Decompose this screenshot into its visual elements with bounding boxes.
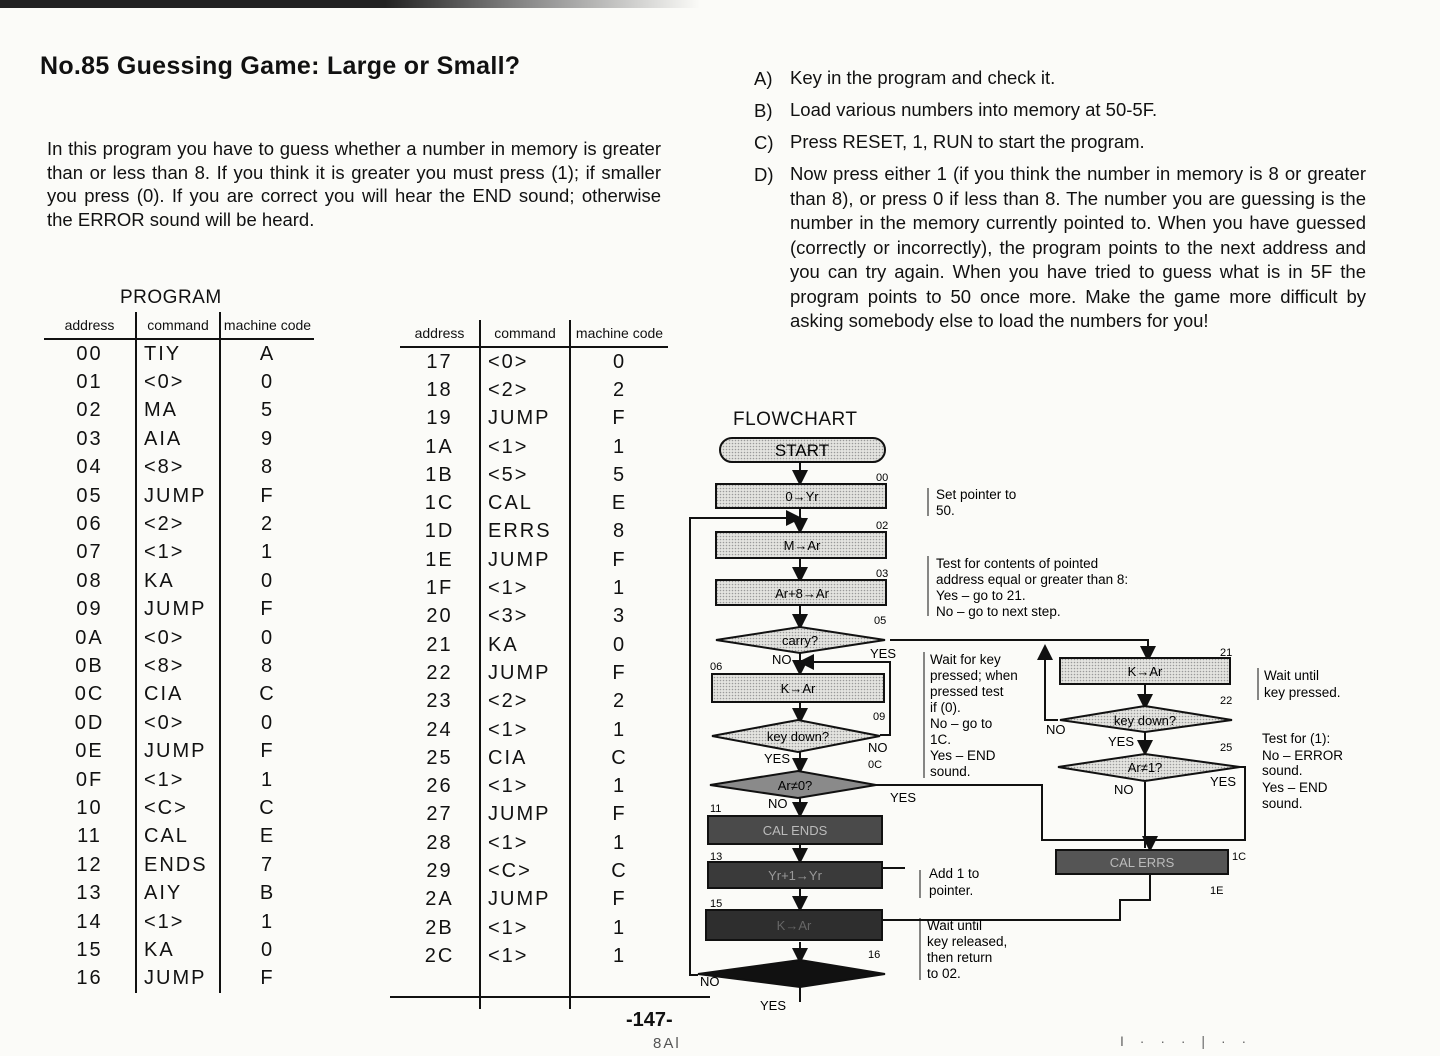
program-row — [400, 433, 668, 461]
col-command: command — [136, 312, 220, 339]
program-row — [400, 659, 668, 687]
col-address: address — [400, 320, 480, 347]
address-cell: 0E — [75, 740, 104, 763]
no-label: NO — [772, 652, 792, 667]
box-21-label: K→Ar — [1127, 664, 1163, 679]
step-letter: A) — [754, 68, 773, 89]
note-line: then return — [927, 950, 993, 965]
address-cell: 00 — [76, 342, 103, 365]
command-cell: KA — [480, 631, 570, 659]
program-row — [400, 914, 668, 942]
machine-code-cell: 0 — [220, 567, 314, 595]
step-number: 21 — [1220, 647, 1233, 659]
step-number: 25 — [1220, 742, 1233, 754]
program-row — [44, 339, 314, 368]
command-cell: JUMP — [480, 546, 570, 574]
step-c — [754, 130, 1366, 155]
note-line: Set pointer to — [936, 487, 1017, 502]
program-heading: PROGRAM — [120, 287, 222, 308]
machine-code-cell: 1 — [570, 829, 668, 857]
program-row — [44, 766, 314, 794]
machine-code-cell: 2 — [220, 510, 314, 538]
program-row — [44, 368, 314, 396]
decision-22-label: key down? — [1113, 713, 1177, 728]
edge-marks: I · · · | · · — [1120, 1033, 1253, 1049]
box-03-label: Ar+8→Ar — [775, 586, 829, 601]
program-row — [400, 942, 668, 970]
machine-code-cell: E — [220, 823, 314, 851]
yes-label: YES — [760, 998, 787, 1013]
address-cell: 09 — [76, 598, 103, 621]
instruction-steps — [754, 66, 1366, 341]
address-cell: 16 — [76, 967, 103, 990]
note-line: pressed test — [930, 684, 1004, 699]
machine-code-cell: B — [220, 879, 314, 907]
command-cell: <1> — [480, 716, 570, 744]
program-row — [400, 603, 668, 631]
program-row — [44, 652, 314, 680]
program-row — [400, 574, 668, 602]
machine-code-cell: 8 — [220, 652, 314, 680]
program-row — [44, 482, 314, 510]
no-label: NO — [1046, 722, 1066, 737]
step-number: 15 — [710, 898, 723, 910]
machine-code-cell: 1 — [570, 716, 668, 744]
note-line: pointer. — [929, 883, 974, 898]
machine-code-cell: C — [570, 744, 668, 772]
program-table-left — [44, 312, 314, 993]
address-cell: 07 — [76, 541, 103, 564]
note-line: to 02. — [927, 966, 961, 981]
note-line: Add 1 to — [929, 866, 980, 881]
program-row — [44, 936, 314, 964]
command-cell: CAL — [480, 489, 570, 517]
yes-label: YES — [890, 790, 917, 805]
note-line: sound. — [1262, 796, 1303, 811]
address-cell: 22 — [426, 661, 453, 684]
command-cell: <1> — [480, 914, 570, 942]
program-table-right — [400, 320, 668, 1009]
machine-code-cell: F — [570, 801, 668, 829]
yes-label: YES — [1108, 734, 1135, 749]
col-command: command — [480, 320, 570, 347]
note-line: Yes – go to 21. — [936, 588, 1026, 603]
program-row — [400, 489, 668, 517]
note-line: Wait until — [1264, 668, 1320, 683]
machine-code-cell: 8 — [570, 518, 668, 546]
command-cell: AIY — [136, 879, 220, 907]
command-cell: JUMP — [136, 596, 220, 624]
address-cell: 04 — [76, 456, 103, 479]
address-cell: 14 — [76, 910, 103, 933]
command-cell: ERRS — [480, 518, 570, 546]
machine-code-cell: 0 — [570, 631, 668, 659]
note-line: Wait for key — [930, 652, 1001, 667]
note-line: 1C. — [930, 732, 952, 747]
command-cell: <1> — [480, 574, 570, 602]
command-cell: ENDS — [136, 851, 220, 879]
command-cell: JUMP — [480, 659, 570, 687]
program-row — [44, 567, 314, 595]
step-text: Now press either 1 (if you think the number in memory is 8 or greater than 8), or press 0 if less than 8. The number you are guessing is the number in the memory currently pointed to. When you have guessed (correctly or incorrectly), the program points to the next address and you can try again. When you have tried to guess what is in 5F the program points to 50 once more. Make the game more difficult by asking somebody else to load the numbers for you! — [790, 163, 1366, 331]
step-text: Press RESET, 1, RUN to start the program. — [790, 131, 1145, 152]
program-row — [400, 716, 668, 744]
machine-code-cell: 1 — [570, 433, 668, 461]
decision-0c-label: Ar≠0? — [777, 778, 813, 793]
address-cell: 0F — [75, 768, 104, 791]
program-row — [400, 347, 668, 376]
step-number: 00 — [876, 472, 889, 484]
address-cell: 2A — [425, 888, 454, 911]
machine-code-cell: F — [220, 596, 314, 624]
address-cell: 1F — [425, 577, 454, 600]
note-line: if (0). — [930, 700, 961, 715]
machine-code-cell: A — [220, 339, 314, 368]
program-row — [400, 801, 668, 829]
command-cell: <0> — [480, 347, 570, 376]
note-line: key pressed. — [1264, 685, 1341, 700]
step-text: Load various numbers into memory at 50-5F. — [790, 99, 1158, 120]
col-address: address — [44, 312, 136, 339]
scan-edge-bar — [0, 0, 700, 8]
table-filler-row — [400, 971, 668, 1009]
command-cell: <C> — [480, 857, 570, 885]
step-text: Key in the program and check it. — [790, 67, 1056, 88]
command-cell: <5> — [480, 461, 570, 489]
command-cell: <0> — [136, 368, 220, 396]
machine-code-cell: 9 — [220, 425, 314, 453]
command-cell: <8> — [136, 454, 220, 482]
address-cell: 17 — [426, 350, 453, 373]
step-number: 22 — [1220, 695, 1233, 707]
command-cell: <2> — [480, 376, 570, 404]
machine-code-cell: 3 — [570, 603, 668, 631]
box-15-label: K→Ar — [776, 918, 812, 933]
machine-code-cell: 0 — [220, 624, 314, 652]
program-row — [44, 879, 314, 907]
box-00-label: 0→Yr — [785, 489, 819, 504]
machine-code-cell: F — [570, 886, 668, 914]
no-label: NO — [768, 796, 788, 811]
program-row — [44, 510, 314, 538]
decision-05-label: carry? — [781, 633, 819, 648]
address-cell: 1C — [424, 492, 455, 515]
yes-label: YES — [870, 646, 897, 661]
command-cell: <1> — [480, 942, 570, 970]
note-line: sound. — [1262, 763, 1303, 778]
machine-code-cell: C — [570, 857, 668, 885]
machine-code-cell: 7 — [220, 851, 314, 879]
command-cell: <1> — [480, 829, 570, 857]
command-cell: <2> — [480, 688, 570, 716]
machine-code-cell: 1 — [220, 539, 314, 567]
address-cell: 27 — [426, 803, 453, 826]
program-row — [400, 546, 668, 574]
address-cell: 11 — [77, 825, 102, 848]
step-letter: C) — [754, 132, 774, 153]
machine-code-cell: 1 — [570, 914, 668, 942]
step-number: 1E — [1210, 885, 1224, 897]
address-cell: 20 — [426, 605, 453, 628]
program-row — [400, 518, 668, 546]
box-06-label: K→Ar — [780, 681, 816, 696]
program-row — [44, 908, 314, 936]
address-cell: 19 — [426, 407, 453, 430]
address-cell: 2C — [424, 944, 455, 967]
address-cell: 10 — [76, 796, 103, 819]
flowchart-heading: FLOWCHART — [733, 409, 858, 430]
command-cell: JUMP — [480, 405, 570, 433]
flowchart — [680, 430, 1420, 1020]
address-cell: 13 — [76, 882, 103, 905]
address-cell: 01 — [76, 371, 103, 394]
box-13-label: Yr+1→Yr — [768, 868, 822, 883]
program-row — [44, 794, 314, 822]
command-cell: <3> — [480, 603, 570, 631]
command-cell: <0> — [136, 624, 220, 652]
program-row — [400, 829, 668, 857]
program-row — [44, 681, 314, 709]
address-cell: 1B — [425, 463, 454, 486]
step-d — [754, 162, 1366, 334]
command-cell: MA — [136, 397, 220, 425]
address-cell: 0A — [75, 626, 104, 649]
step-number: 1C — [1232, 851, 1247, 863]
sub-number: 8Al — [653, 1035, 681, 1052]
machine-code-cell: 5 — [220, 397, 314, 425]
machine-code-cell: F — [570, 546, 668, 574]
note-line: Test for contents of pointed — [936, 556, 1099, 571]
note-line: No – go to next step. — [936, 604, 1061, 619]
machine-code-cell: 1 — [570, 772, 668, 800]
machine-code-cell: C — [220, 794, 314, 822]
program-row — [400, 405, 668, 433]
command-cell: JUMP — [136, 737, 220, 765]
command-cell: KA — [136, 936, 220, 964]
machine-code-cell: 1 — [570, 942, 668, 970]
address-cell: 06 — [76, 513, 103, 536]
machine-code-cell: 1 — [220, 766, 314, 794]
note-line: Test for (1): — [1262, 731, 1331, 746]
machine-code-cell: 0 — [570, 347, 668, 376]
address-cell: 1E — [425, 548, 454, 571]
address-cell: 1A — [425, 435, 454, 458]
machine-code-cell: 5 — [570, 461, 668, 489]
program-row — [44, 624, 314, 652]
step-letter: D) — [754, 164, 774, 185]
step-number: 05 — [874, 615, 887, 627]
address-cell: 02 — [76, 399, 103, 422]
machine-code-cell: 2 — [570, 688, 668, 716]
program-row — [400, 688, 668, 716]
box-1c-label: CAL ERRS — [1109, 855, 1175, 870]
program-row — [44, 709, 314, 737]
address-cell: 12 — [76, 853, 103, 876]
command-cell: JUMP — [480, 801, 570, 829]
machine-code-cell: 8 — [220, 454, 314, 482]
program-row — [400, 744, 668, 772]
note-line: Wait until — [927, 918, 983, 933]
step-number: 06 — [710, 661, 723, 673]
note-line: 50. — [936, 503, 955, 518]
program-row — [44, 596, 314, 624]
address-cell: 29 — [426, 859, 453, 882]
program-row — [44, 539, 314, 567]
no-label: NO — [1114, 782, 1134, 797]
program-row — [44, 397, 314, 425]
address-cell: 2B — [425, 916, 454, 939]
address-cell: 28 — [426, 831, 453, 854]
machine-code-cell: F — [220, 965, 314, 993]
address-cell: 0C — [74, 683, 105, 706]
address-cell: 24 — [426, 718, 453, 741]
command-cell: CIA — [480, 744, 570, 772]
program-row — [44, 851, 314, 879]
command-cell: JUMP — [480, 886, 570, 914]
command-cell: CIA — [136, 681, 220, 709]
machine-code-cell: F — [220, 482, 314, 510]
machine-code-cell: C — [220, 681, 314, 709]
decision-16 — [698, 960, 885, 987]
machine-code-cell: F — [570, 405, 668, 433]
note-line: Yes – END — [930, 748, 996, 763]
decision-25-label: Ar≠1? — [1127, 760, 1163, 775]
machine-code-cell: 1 — [570, 574, 668, 602]
machine-code-cell: E — [570, 489, 668, 517]
box-02-label: M→Ar — [783, 538, 821, 553]
command-cell: <1> — [480, 772, 570, 800]
machine-code-cell: F — [220, 737, 314, 765]
page-title: No.85 Guessing Game: Large or Small? — [40, 52, 521, 80]
address-cell: 05 — [76, 484, 103, 507]
table-bottom-rule — [390, 996, 710, 998]
program-row — [400, 376, 668, 404]
command-cell: TIY — [136, 339, 220, 368]
machine-code-cell: 2 — [570, 376, 668, 404]
step-number: 11 — [710, 803, 722, 815]
step-number: 16 — [868, 949, 881, 961]
step-a — [754, 66, 1366, 91]
program-row — [400, 631, 668, 659]
program-row — [44, 425, 314, 453]
box-11-label: CAL ENDS — [762, 823, 828, 838]
machine-code-cell: F — [570, 659, 668, 687]
no-label: NO — [700, 974, 720, 989]
command-cell: AIA — [136, 425, 220, 453]
command-cell: <1> — [480, 433, 570, 461]
no-label: NO — [868, 740, 888, 755]
note-line: pressed; when — [930, 668, 1018, 683]
machine-code-cell: 0 — [220, 936, 314, 964]
program-row — [44, 965, 314, 993]
address-cell: 1D — [424, 520, 455, 543]
command-cell: <1> — [136, 908, 220, 936]
program-row — [44, 454, 314, 482]
machine-code-cell: 0 — [220, 709, 314, 737]
command-cell: <0> — [136, 709, 220, 737]
command-cell: <1> — [136, 539, 220, 567]
command-cell: <8> — [136, 652, 220, 680]
note-line: address equal or greater than 8: — [936, 572, 1129, 587]
note-line: Yes – END — [1262, 780, 1328, 795]
step-letter: B) — [754, 100, 773, 121]
address-cell: 03 — [76, 427, 103, 450]
address-cell: 21 — [426, 633, 453, 656]
step-b — [754, 98, 1366, 123]
command-cell: <C> — [136, 794, 220, 822]
program-row — [400, 461, 668, 489]
note-line: No – go to — [930, 716, 993, 731]
start-label: START — [774, 441, 830, 460]
note-line: key released, — [927, 934, 1008, 949]
col-machine-code: machine code — [570, 320, 668, 347]
machine-code-cell: 0 — [220, 368, 314, 396]
address-cell: 0D — [74, 711, 105, 734]
decision-09-label: key down? — [766, 729, 830, 744]
address-cell: 26 — [426, 775, 453, 798]
command-cell: JUMP — [136, 482, 220, 510]
step-number: 0C — [868, 759, 883, 771]
address-cell: 0B — [75, 654, 104, 677]
program-row — [400, 772, 668, 800]
yes-label: YES — [1210, 774, 1237, 789]
step-number: 02 — [876, 520, 889, 532]
program-row — [44, 823, 314, 851]
program-row — [400, 857, 668, 885]
command-cell: <2> — [136, 510, 220, 538]
address-cell: 23 — [426, 690, 453, 713]
address-cell: 08 — [76, 569, 103, 592]
address-cell: 18 — [426, 378, 453, 401]
command-cell: JUMP — [136, 965, 220, 993]
page-number: -147- — [626, 1009, 673, 1031]
step-number: 09 — [873, 711, 886, 723]
address-cell: 25 — [426, 746, 453, 769]
step-number: 13 — [710, 851, 723, 863]
command-cell: KA — [136, 567, 220, 595]
note-line: sound. — [930, 764, 971, 779]
command-cell: <1> — [136, 766, 220, 794]
program-row — [44, 737, 314, 765]
intro-paragraph: In this program you have to guess whether a number in memory is greater than or less than 8. If you think it is greater you must press (1); if smaller you press (0). If you are correct you will hear the END sound; otherwise the ERROR sound will be heard. — [47, 138, 661, 230]
note-line: No – ERROR — [1262, 748, 1344, 763]
col-machine-code: machine code — [220, 312, 314, 339]
program-row — [400, 886, 668, 914]
step-number: 03 — [876, 568, 889, 580]
command-cell: CAL — [136, 823, 220, 851]
address-cell: 15 — [76, 938, 103, 961]
yes-label: YES — [764, 751, 791, 766]
machine-code-cell: 1 — [220, 908, 314, 936]
